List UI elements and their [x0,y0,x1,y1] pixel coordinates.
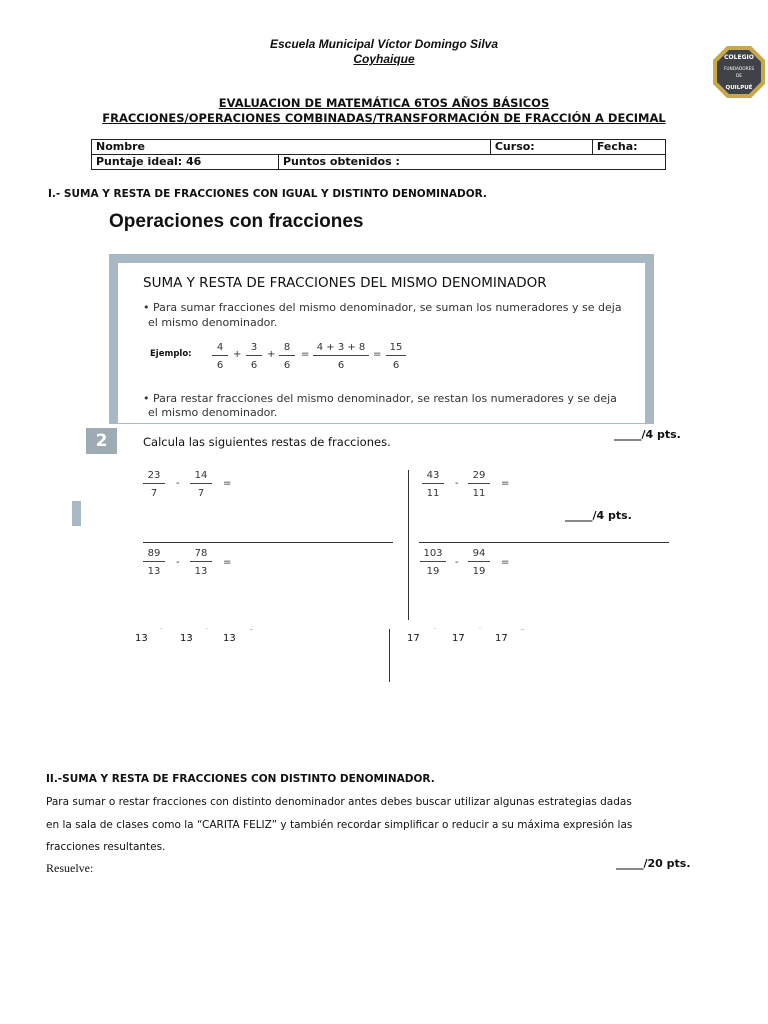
plus-sign: + [267,349,276,360]
exercise-instruction: Calcula las siguientes restas de fracciones. [143,435,391,449]
minus-sign: - [176,557,180,568]
cut-mark: · [160,626,162,633]
cut-denominator: 17 [452,633,465,644]
problem-1-fraction-a: $\frac{23}{7}$ [143,470,165,499]
example-fraction-2: $\frac{3}{6}$ [246,342,262,371]
section-1-heading: I.- SUMA Y RESTA DE FRACCIONES CON IGUAL Y DISTINTO DENOMINADOR. [48,188,487,200]
cut-mark: – [250,626,253,633]
divider-vertical-lower [389,629,390,682]
equals-sign: = [223,557,232,568]
section-2-paragraph-line-1: Para sumar o restar fracciones con distinto denominador antes debes buscar utilizar algunas estrategias dadas [46,796,632,808]
name-cell[interactable]: Nombre [92,140,491,155]
minus-sign: - [455,557,459,568]
problem-3-fraction-b: $\frac{78}{13}$ [190,548,212,577]
problem-1-fraction-b: $\frac{14}{7}$ [190,470,212,499]
problem-4-fraction-a: $\frac{103}{19}$ [420,548,446,577]
cut-mark: · [434,626,436,633]
logo-line-3: DE [735,74,743,79]
problem-3-fraction-a: $\frac{89}{13}$ [143,548,165,577]
section-2-paragraph-line-3: fracciones resultantes. [46,841,166,853]
plus-sign: + [233,349,242,360]
example-result-fraction: $\frac{15}{6}$ [386,342,406,371]
cut-mark: · [206,626,208,633]
panel-heading: SUMA Y RESTA DE FRACCIONES DEL MISMO DENOMINADOR [143,275,547,291]
exam-subtitle: FRACCIONES/OPERACIONES COMBINADAS/TRANSFORMACIÓN DE FRACCIÓN A DECIMAL [102,111,666,125]
points-field-a[interactable]: _____/4 pts. [614,428,681,441]
cut-denominator: 17 [495,633,508,644]
obtained-score-cell[interactable]: Puntos obtenidos : [279,155,666,170]
cut-mark: – [521,626,524,633]
divider-horizontal-left [143,542,393,543]
cut-mark: · [479,626,481,633]
example-sum-fraction: $\frac{4 + 3 + 8}{6}$ [313,342,369,371]
student-info-table [91,139,666,170]
divider-vertical [408,470,409,620]
example-label: Ejemplo: [150,349,192,359]
equals-sign: = [301,349,310,360]
addition-rule-line-1: • Para sumar fracciones del mismo denominador, se suman los numeradores y se deja [143,301,622,314]
cut-denominator: 13 [223,633,236,644]
city-name: Coyhaique [353,52,415,66]
exam-title: EVALUACION DE MATEMÁTICA 6TOS AÑOS BÁSICOS [218,96,550,110]
ideal-score-cell: Puntaje ideal: 46 [92,155,279,170]
equals-sign: = [373,349,382,360]
example-fraction-3: $\frac{8}{6}$ [279,342,295,371]
subtraction-rule-line-1: • Para restar fracciones del mismo denominador, se restan los numeradores y se deja [143,392,617,405]
exercise-number-badge: 2 [86,428,117,454]
addition-rule-line-2: el mismo denominador. [148,316,278,329]
minus-sign: - [176,478,180,489]
equals-sign: = [501,478,510,489]
problem-2-fraction-b: $\frac{29}{11}$ [468,470,490,499]
points-field-c[interactable]: _____/20 pts. [616,857,691,870]
problem-2-fraction-a: $\frac{43}{11}$ [422,470,444,499]
equals-sign: = [223,478,232,489]
cut-denominator: 13 [135,633,148,644]
logo-line-2: FUNDADORES [723,67,755,72]
school-name: Escuela Municipal Víctor Domingo Silva [269,37,499,51]
points-field-b[interactable]: _____/4 pts. [565,509,632,522]
section-2-heading: II.-SUMA Y RESTA DE FRACCIONES CON DISTINTO DENOMINADOR. [46,773,435,785]
minus-sign: - [455,478,459,489]
cut-denominator: 13 [180,633,193,644]
grey-marker-bar [72,501,81,526]
divider-horizontal-right [419,542,669,543]
section-2-paragraph-line-2: en la sala de clases como la “CARITA FELIZ” y también recordar simplificar o reducir a su máxima expresión las [46,819,633,831]
operations-title: Operaciones con fracciones [109,211,364,232]
school-logo [711,44,767,104]
subtraction-rule-line-2: el mismo denominador. [148,406,278,419]
example-fraction-1: $\frac{4}{6}$ [212,342,228,371]
date-cell[interactable]: Fecha: [592,140,665,155]
resuelve-label: Resuelve: [46,861,94,875]
course-cell[interactable]: Curso: [490,140,592,155]
cut-denominator: 17 [407,633,420,644]
logo-line-4: QUILPUÉ [725,85,753,91]
problem-4-fraction-b: $\frac{94}{19}$ [468,548,490,577]
logo-line-1: COLEGIO [724,54,754,61]
equals-sign: = [501,557,510,568]
